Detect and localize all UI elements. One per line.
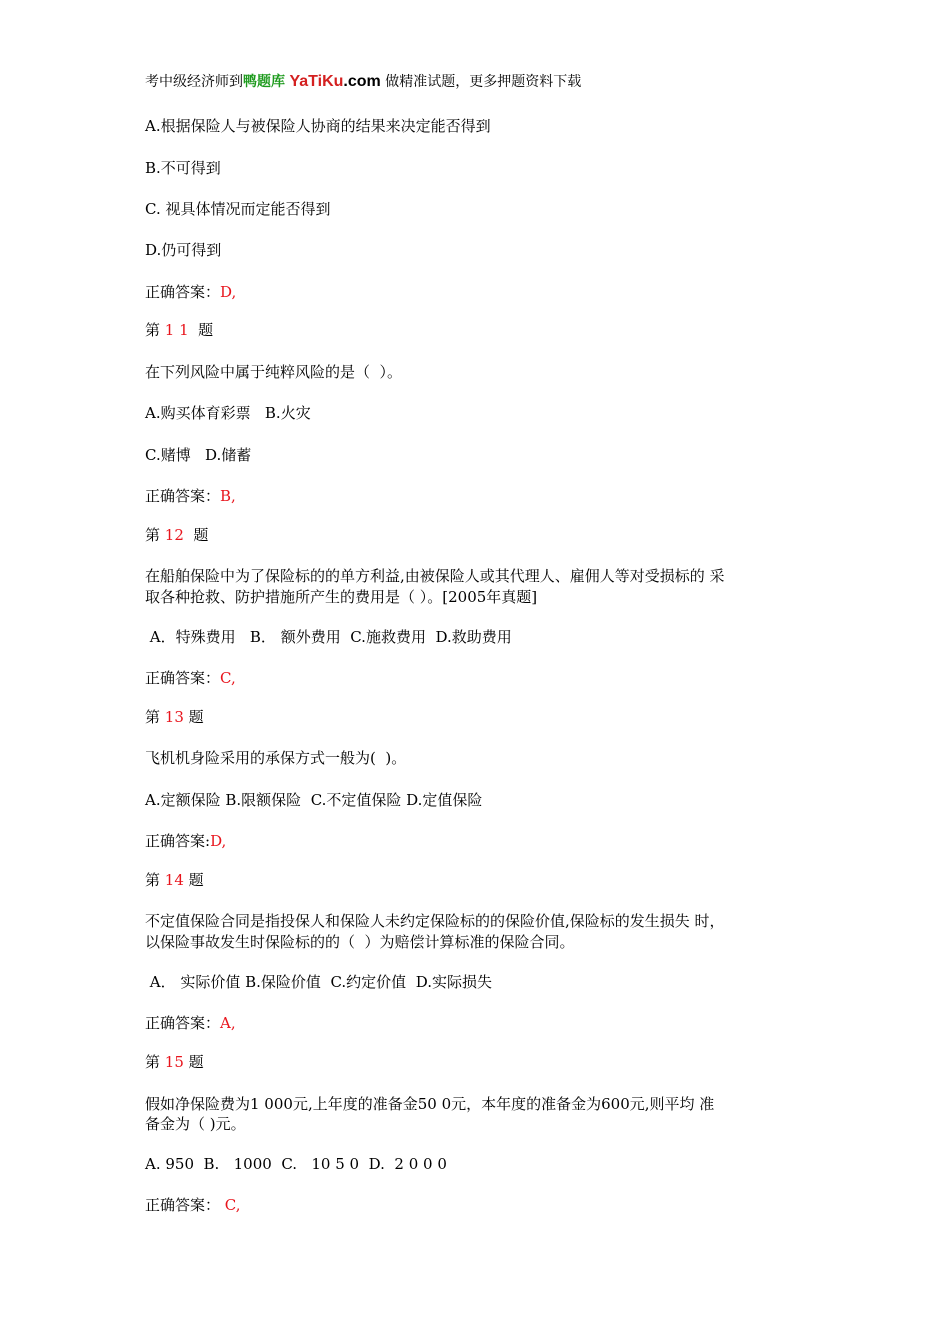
q11-options-cd: C.赌博 D.储蓄: [145, 446, 252, 464]
q15-answer: [145, 1195, 241, 1215]
title-prefix: 第: [145, 871, 165, 889]
title-suffix: 题: [183, 871, 204, 889]
title-suffix: 题: [183, 708, 204, 726]
q10-answer: [145, 282, 236, 302]
question-number: 13: [164, 708, 184, 726]
answer-label: 正确答案：: [145, 283, 221, 301]
answer-label: 正确答案：: [145, 669, 221, 687]
answer-value: D,: [220, 283, 237, 301]
answer-value: D,: [210, 832, 227, 850]
header-prefix: 考中级经济师到: [145, 74, 243, 90]
header-suffix: 做精准试题，更多押题资料下载: [385, 74, 582, 90]
question-number: 15: [164, 1053, 184, 1071]
q12-options: A．特殊费用 B． 额外费用 C.施救费用 D.救助费用: [145, 628, 512, 646]
title-prefix: 第: [145, 1053, 165, 1071]
q13-stem: 飞机机身险采用的承保方式一般为( )。: [145, 749, 407, 767]
q11-options-ab: A.购买体育彩票 B.火灾: [145, 404, 311, 422]
q13-title: [145, 707, 204, 727]
question-number: 14: [164, 871, 184, 889]
answer-value: C,: [220, 669, 236, 687]
title-prefix: 第: [145, 708, 165, 726]
title-prefix: 第: [145, 526, 165, 544]
q13-options: A.定额保险 B.限额保险 C.不定值保险 D.定值保险: [145, 791, 483, 809]
answer-label: 正确答案：: [145, 487, 221, 505]
q14-answer: [145, 1013, 236, 1033]
q12-answer: [145, 668, 236, 688]
q15-stem-line1: 假如净保险费为1 000元,上年度的准备金50 0元，本年度的准备金为600元,则平均 准: [145, 1095, 715, 1113]
q10-option-c: C. 视具体情况而定能否得到: [145, 200, 331, 218]
q15-title: [145, 1052, 204, 1072]
q14-stem-line1: 不定值保险合同是指投保人和保险人未约定保险标的的保险价值,保险标的发生损失 时，: [145, 912, 725, 930]
q14-options: A． 实际价值 B.保险价值 C.约定价值 D.实际损失: [145, 973, 492, 991]
q11-title: [145, 320, 213, 340]
q15-options: A. 950 B. 1000 C. 10 5 0 D. 2 0 0 0: [145, 1155, 447, 1173]
answer-label: 正确答案：: [145, 1196, 221, 1214]
q11-answer: [145, 486, 236, 506]
q10-option-d: D.仍可得到: [145, 241, 222, 259]
q10-option-a: A.根据保险人与被保险人协商的结果来决定能否得到: [145, 117, 491, 135]
brand-name-cn[interactable]: 鸭题库: [243, 74, 285, 90]
page-header: [145, 72, 581, 92]
q14-title: [145, 870, 204, 890]
q12-stem-line1: 在船舶保险中为了保险标的的单方利益,由被保险人或其代理人、雇佣人等对受损标的 采: [145, 567, 725, 585]
q12-title: [145, 525, 208, 545]
answer-label: 正确答案：: [145, 1014, 221, 1032]
title-suffix: 题: [188, 321, 214, 339]
brand-name-en[interactable]: YaTiKu: [289, 73, 344, 90]
answer-label: 正确答案:: [145, 832, 211, 850]
q13-answer: [145, 831, 226, 851]
q15-stem-line2: 备金为（ )元。: [145, 1115, 246, 1133]
question-number: 12: [164, 526, 184, 544]
brand-domain[interactable]: .com: [343, 73, 381, 90]
question-number: 1 1: [164, 321, 189, 339]
title-suffix: 题: [183, 1053, 204, 1071]
q12-stem-line2: 取各种抢救、防护措施所产生的费用是（ ）。[2005年真题]: [145, 588, 538, 606]
answer-value: B,: [220, 487, 236, 505]
title-prefix: 第: [145, 321, 165, 339]
q14-stem-line2: 以保险事故发生时保险标的的（ ）为赔偿计算标准的保险合同。: [145, 933, 575, 951]
answer-value: C,: [220, 1196, 241, 1214]
q10-option-b: B.不可得到: [145, 159, 221, 177]
title-suffix: 题: [183, 526, 209, 544]
q11-stem: 在下列风险中属于纯粹风险的是（ ）。: [145, 363, 403, 381]
answer-value: A,: [220, 1014, 236, 1032]
